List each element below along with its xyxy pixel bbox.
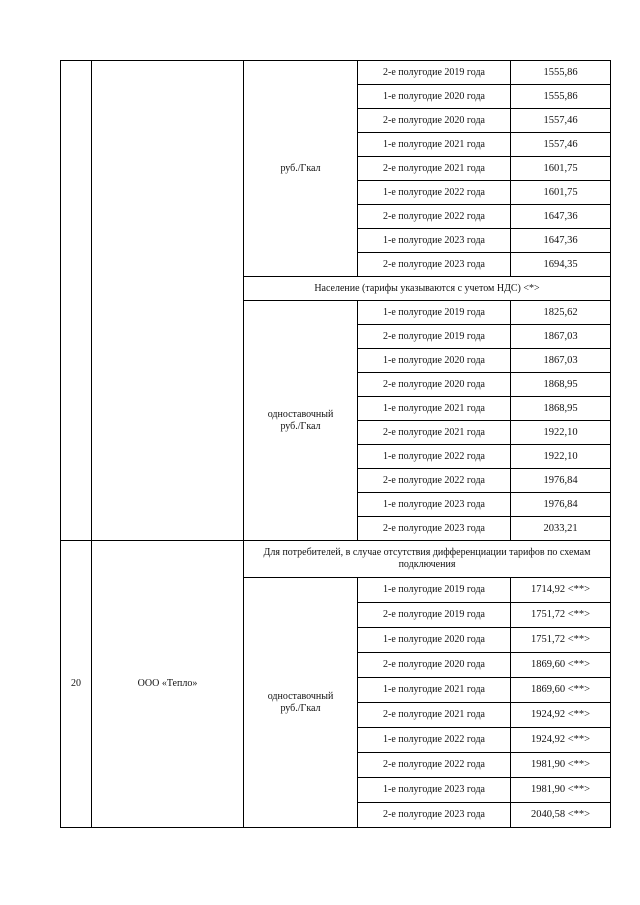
value-cell: 1924,92 <**> [511, 703, 611, 728]
value-cell: 1555,86 [511, 61, 611, 85]
period-cell: 2-е полугодие 2021 года [358, 421, 511, 445]
entry-number-cell: 20 [61, 541, 92, 828]
value-cell: 1976,84 [511, 493, 611, 517]
period-cell: 2-е полугодие 2022 года [358, 469, 511, 493]
section-header: Для потребителей, в случае отсутствия дифференциации тарифов по схемам подключения [244, 541, 611, 578]
value-cell: 1647,36 [511, 229, 611, 253]
value-cell: 1751,72 <**> [511, 628, 611, 653]
period-cell: 1-е полугодие 2023 года [358, 493, 511, 517]
period-cell: 1-е полугодие 2022 года [358, 445, 511, 469]
period-cell: 1-е полугодие 2023 года [358, 229, 511, 253]
period-cell: 2-е полугодие 2023 года [358, 253, 511, 277]
period-cell: 2-е полугодие 2022 года [358, 205, 511, 229]
period-cell: 2-е полугодие 2023 года [358, 517, 511, 541]
period-cell: 1-е полугодие 2021 года [358, 133, 511, 157]
period-cell: 1-е полугодие 2021 года [358, 678, 511, 703]
value-cell: 1868,95 [511, 373, 611, 397]
value-cell: 1924,92 <**> [511, 728, 611, 753]
tariff-table [60, 60, 611, 828]
period-cell: 1-е полугодие 2021 года [358, 397, 511, 421]
period-cell: 2-е полугодие 2021 года [358, 157, 511, 181]
unit-label: руб./Гкал [280, 162, 321, 174]
tariff-type-label: одноставочный [267, 690, 334, 702]
period-cell: 1-е полугодие 2019 года [358, 578, 511, 603]
value-cell: 1867,03 [511, 349, 611, 373]
value-cell: 1557,46 [511, 133, 611, 157]
tariff-type-cell [244, 578, 358, 828]
value-cell: 1555,86 [511, 85, 611, 109]
value-cell: 1694,35 [511, 253, 611, 277]
period-cell: 2-е полугодие 2020 года [358, 653, 511, 678]
value-cell: 1557,46 [511, 109, 611, 133]
period-cell: 1-е полугодие 2022 года [358, 728, 511, 753]
value-cell: 2040,58 <**> [511, 803, 611, 828]
organization-cell [92, 61, 244, 541]
table-row [61, 541, 611, 578]
period-cell: 1-е полугодие 2020 года [358, 349, 511, 373]
value-cell: 1922,10 [511, 421, 611, 445]
tariff-type-cell [244, 301, 358, 541]
period-cell: 2-е полугодие 2019 года [358, 61, 511, 85]
entry-number-cell [61, 61, 92, 541]
value-cell: 1601,75 [511, 181, 611, 205]
unit-cell [244, 61, 358, 277]
value-cell: 1869,60 <**> [511, 678, 611, 703]
tariff-type-label: одноставочный [267, 408, 334, 420]
period-cell: 1-е полугодие 2020 года [358, 628, 511, 653]
period-cell: 1-е полугодие 2023 года [358, 778, 511, 803]
period-cell: 1-е полугодие 2020 года [358, 85, 511, 109]
period-cell: 2-е полугодие 2023 года [358, 803, 511, 828]
value-cell: 1647,36 [511, 205, 611, 229]
value-cell: 1981,90 <**> [511, 778, 611, 803]
period-cell: 2-е полугодие 2019 года [358, 325, 511, 349]
period-cell: 2-е полугодие 2021 года [358, 703, 511, 728]
period-cell: 2-е полугодие 2022 года [358, 753, 511, 778]
value-cell: 1976,84 [511, 469, 611, 493]
period-cell: 1-е полугодие 2019 года [358, 301, 511, 325]
value-cell: 1868,95 [511, 397, 611, 421]
value-cell: 1867,03 [511, 325, 611, 349]
value-cell: 1981,90 <**> [511, 753, 611, 778]
period-cell: 2-е полугодие 2020 года [358, 373, 511, 397]
value-cell: 2033,21 [511, 517, 611, 541]
value-cell: 1714,92 <**> [511, 578, 611, 603]
period-cell: 2-е полугодие 2019 года [358, 603, 511, 628]
value-cell: 1869,60 <**> [511, 653, 611, 678]
section-header: Население (тарифы указываются с учетом НДС) <*> [244, 277, 611, 301]
value-cell: 1922,10 [511, 445, 611, 469]
unit-label: руб./Гкал [280, 420, 321, 432]
value-cell: 1751,72 <**> [511, 603, 611, 628]
period-cell: 1-е полугодие 2022 года [358, 181, 511, 205]
unit-label: руб./Гкал [280, 702, 321, 714]
period-cell: 2-е полугодие 2020 года [358, 109, 511, 133]
table-row [61, 61, 611, 85]
value-cell: 1825,62 [511, 301, 611, 325]
value-cell: 1601,75 [511, 157, 611, 181]
organization-cell: ООО «Тепло» [92, 541, 244, 828]
